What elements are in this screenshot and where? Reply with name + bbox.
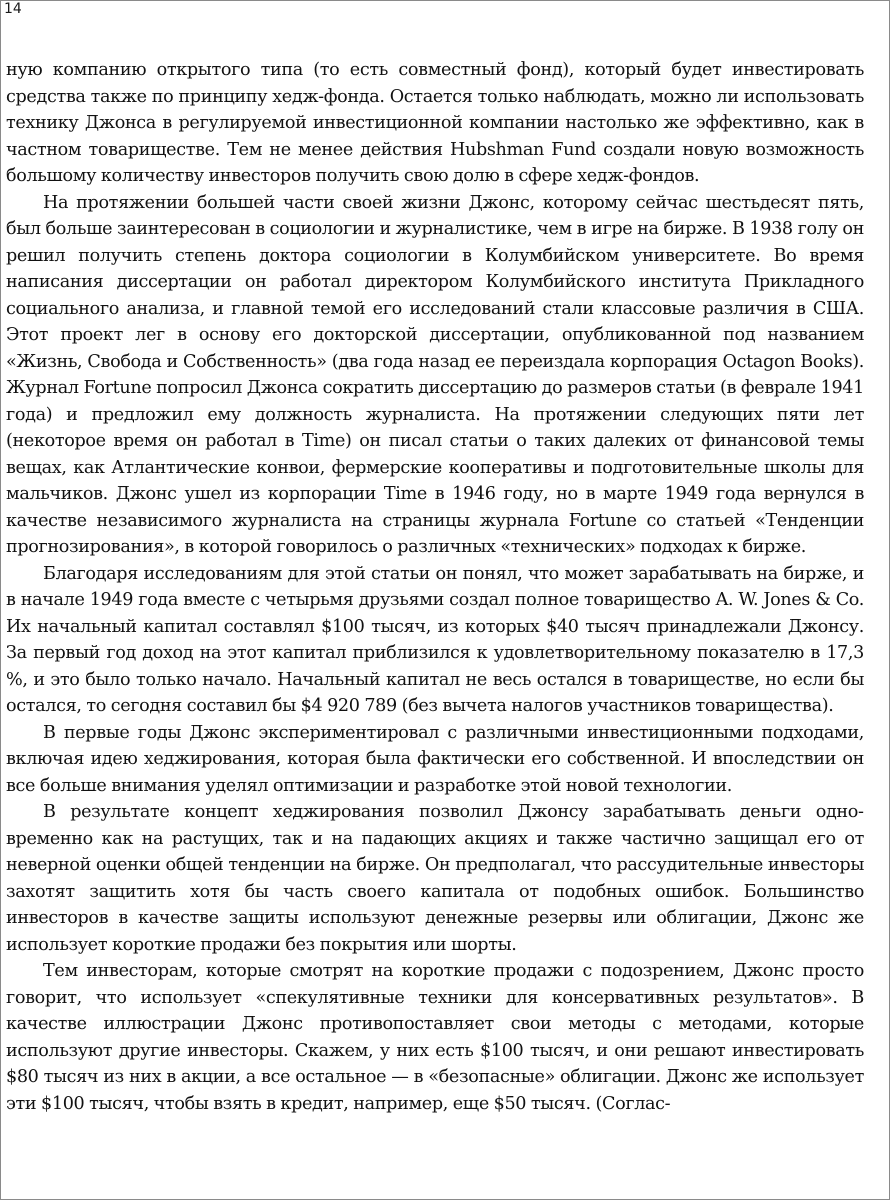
paragraph-1: ную компанию открытого типа (то есть совместный фонд), который будет инвестировать средства также по принципу хедж-фонда. Остается только наблюдать, можно ли использовать технику Джонса в регулируемой инвестиционной компании настолько же эффективно, как в частном товариществе. Тем не менее действия Hubshman Fund создали новую возможность большому количеству инвесторов получить свою долю в сфере хедж-фондов.	[6, 60, 864, 186]
paragraph-5: В результате концепт хеджирования позволил Джонсу зарабатывать деньги одновременно как на растущих, так и на падающих акциях и также частично защищал его от неверной оценки общей тенденции на бирже. Он предполагал, что рассудительные инвесторы захотят защитить хотя бы часть своего капитала от подобных ошибок. Большинство инвесторов в качестве защиты используют денежные резервы или облигации, Джонс же использует короткие продажи без покрытия или шорты.	[6, 802, 864, 955]
page-number: 14	[4, 1, 22, 17]
paragraph-6: Тем инвесторам, которые смотрят на короткие продажи с подозрением, Джонс просто говорит, что использует «спекулятивные техники для консервативных результатов». В качестве иллюстрации Джонс противопоставляет свои методы с методами, которые используют другие инвесторы. Скажем, у них есть $100 тысяч, и они решают инвестировать $80 тысяч из них в акции, а все остальное — в «безопасные» облигации. Джонс же использует эти $100 тысяч, чтобы взять в кредит, например, еще $50 тысяч. (Соглас-	[6, 961, 864, 1114]
body-text	[6, 57, 864, 1117]
paragraph-2: На протяжении большей части своей жизни Джонс, которому сейчас шестьдесят пять, был больше заинтересован в социологии и журналистике, чем в игре на бирже. В 1938 голу он решил получить степень доктора социологии в Колумбийском университете. Во время написания диссертации он работал директором Колумбийского института Прикладного социального анализа, и главной темой его исследований стали классовые различия в США. Этот проект лег в основу его докторской диссертации, опубликованной под названием «Жизнь, Свобода и Собственность» (два года назад ее переиздала корпорация Octagon Books). Журнал Fortune попросил Джонса сократить диссертацию до размеров статьи (в феврале 1941 года) и предложил ему должность журналиста. На протяжении следующих пяти лет (некоторое время он работал в Time) он писал статьи о таких далеких от финансовой темы вещах, как Атлантические конвои, фермерские кооперативы и подготовительные школы для мальчиков. Джонс ушел из корпорации Time в 1946 году, но в марте 1949 года вернулся в качестве независимого журналиста на страницы журнала Fortune со статьей «Тенденции прогнозирования», в которой говорилось о различных «технических» подходах к бирже.	[6, 192, 864, 557]
paragraph-3: Благодаря исследованиям для этой статьи он понял, что может зарабатывать на бирже, и в начале 1949 года вместе с четырьмя друзьями создал полное товарищество A. W. Jones & Co. Их начальный капитал составлял $100 тысяч, из которых $40 тысяч принадлежали Джонсу. За первый год доход на этот капитал приблизился к удовлетворительному показателю в 17,3 %, и это было только начало. Начальный капитал не весь остался в товариществе, но если бы остался, то сегодня составил бы $4 920 789 (без вычета налогов участников товарищества).	[6, 563, 864, 716]
paragraph-4: В первые годы Джонс экспериментировал с различными инвестиционными подходами, включая идею хеджирования, которая была фактически его собственной. И впоследствии он все больше внимания уделял оптимизации и разработке этой новой технологии.	[6, 722, 864, 796]
